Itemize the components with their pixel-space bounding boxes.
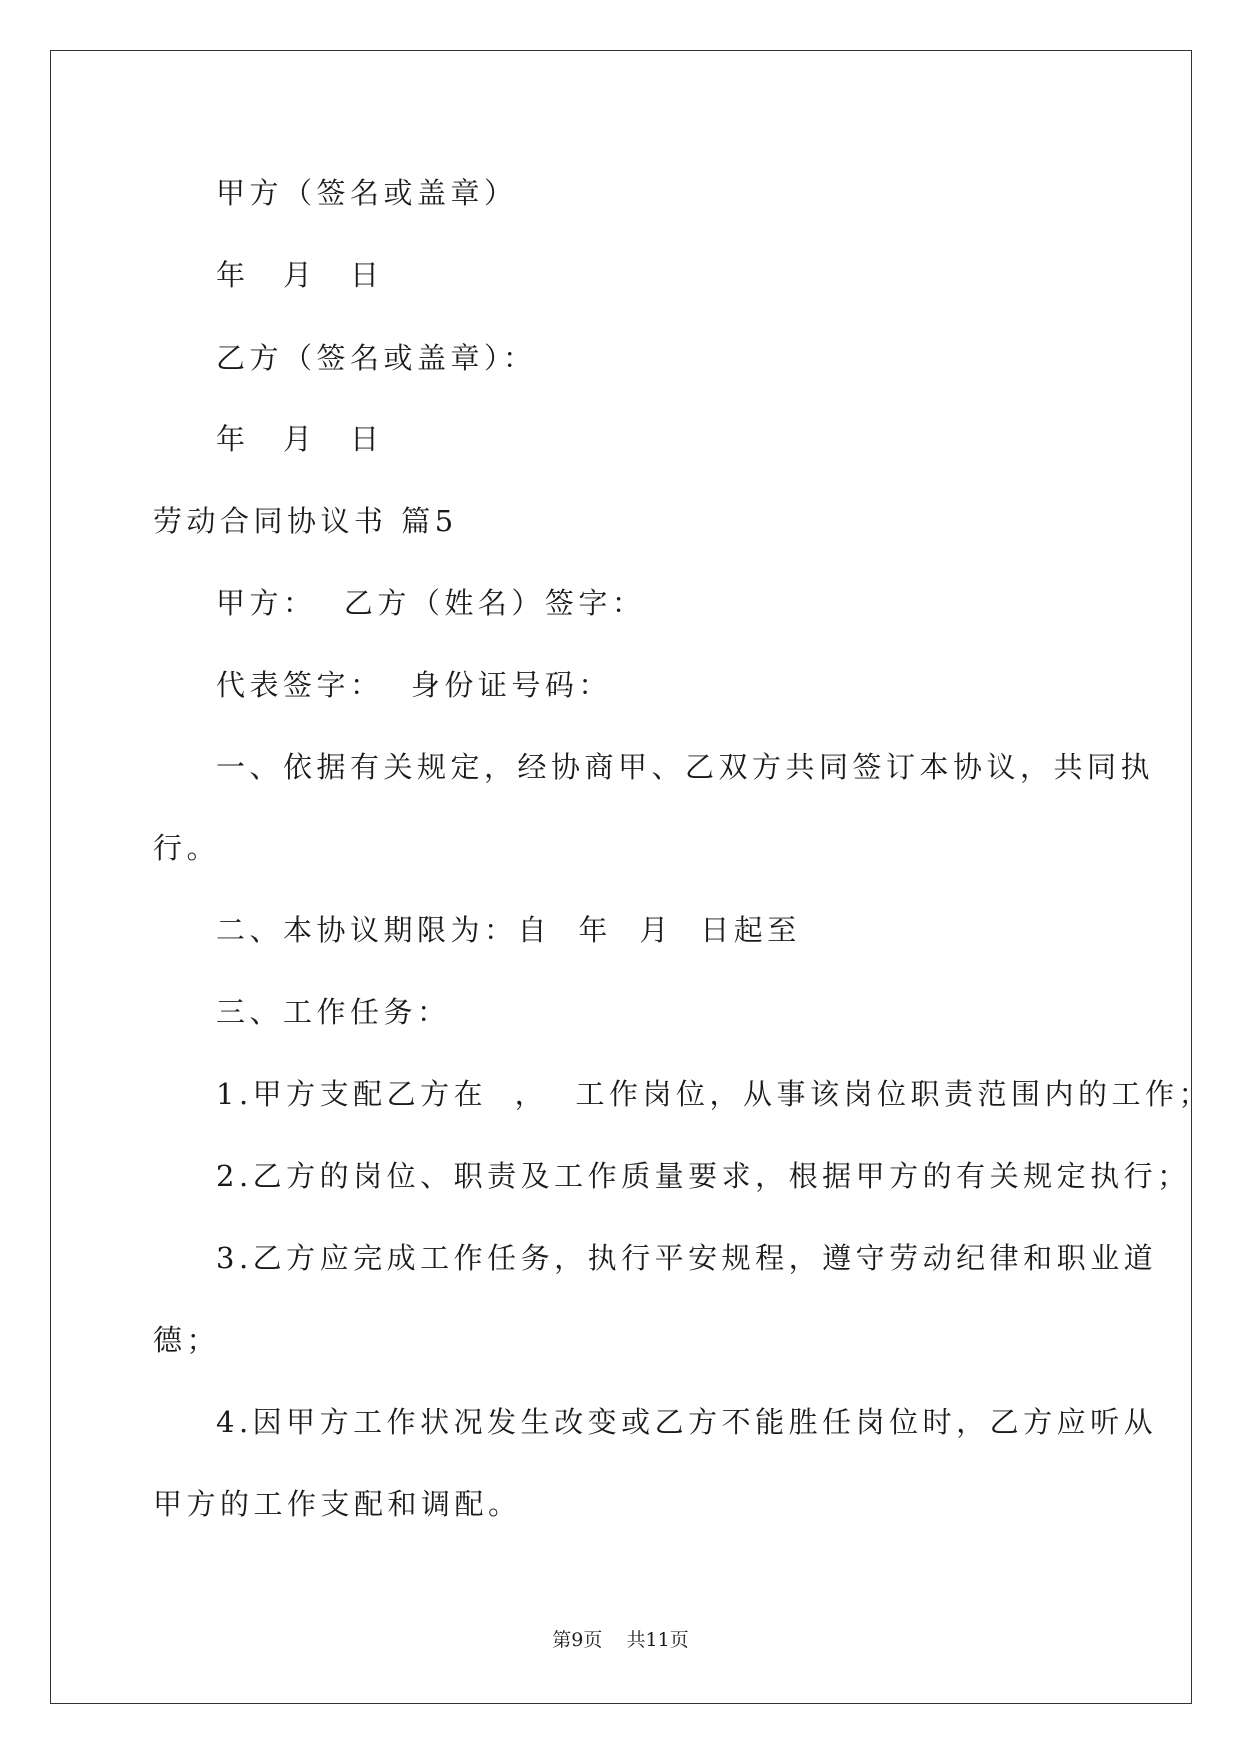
item-4-line-1: 4.因甲方工作状况发生改变或乙方不能胜任岗位时，乙方应听从 (216, 1405, 1158, 1439)
item-3-line-2: 德； (153, 1323, 221, 1357)
section-heading: 劳动合同协议书 篇5 (153, 504, 458, 538)
item-3-line-1: 3.乙方应完成工作任务，执行平安规程，遵守劳动纪律和职业道 (216, 1241, 1158, 1275)
page-border (50, 50, 1192, 1704)
item-2: 2.乙方的岗位、职责及工作质量要求，根据甲方的有关规定执行； (216, 1159, 1191, 1193)
clause-2: 二、本协议期限为：自 年 月 日起至 (216, 913, 801, 947)
page-number-footer: 第9页 共11页 (552, 1629, 689, 1651)
date-line-2: 年 月 日 (216, 422, 384, 456)
party-fields: 甲方： 乙方（姓名）签字： (216, 586, 646, 620)
clause-3-heading: 三、工作任务： (216, 995, 451, 1029)
item-1: 1.甲方支配乙方在 ， 工作岗位，从事该岗位职责范围内的工作； (216, 1077, 1213, 1111)
clause-1-line-2: 行。 (153, 831, 221, 865)
clause-1-line-1: 一、依据有关规定，经协商甲、乙双方共同签订本协议，共同执 (216, 750, 1155, 784)
date-line-1: 年 月 日 (216, 258, 384, 292)
representative-fields: 代表签字： 身份证号码： (216, 668, 612, 702)
party-a-signature: 甲方（签名或盖章） (216, 176, 518, 210)
party-b-signature: 乙方（签名或盖章）： (216, 341, 537, 375)
item-4-line-2: 甲方的工作支配和调配。 (153, 1487, 522, 1521)
